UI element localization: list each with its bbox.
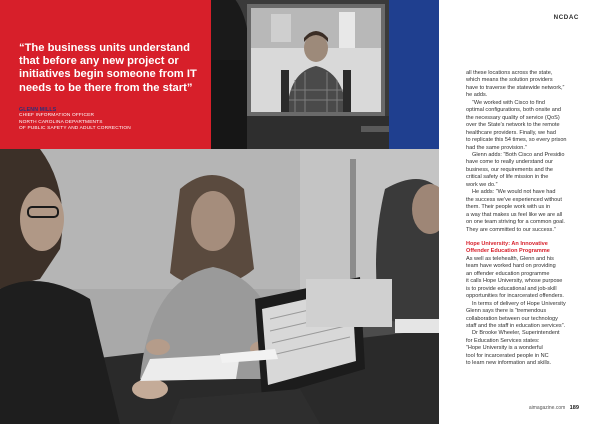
body-line: critical safety of life mission in the — [466, 174, 549, 181]
body-line: a way that makes us feel like we are all — [466, 211, 563, 218]
video-call-photo — [211, 0, 389, 149]
body-line: work we do.” — [466, 181, 498, 188]
quote-attribution — [19, 107, 203, 132]
video-call-illustration — [211, 0, 389, 149]
body-line: have come to really understand our — [466, 159, 553, 166]
pull-quote-panel — [0, 0, 211, 149]
attribution-title-line: NORTH CAROLINA DEPARTMENTS — [19, 119, 103, 125]
body-line: Glenn says there is “tremendous — [466, 308, 547, 315]
body-line: business, our requirements and the — [466, 166, 553, 173]
meeting-illustration — [0, 149, 439, 424]
attribution-name: GLENN MILLS — [19, 106, 57, 113]
body-line: team have worked hard on providing — [466, 263, 556, 270]
body-line: As well as telehealth, Glenn and his — [466, 255, 554, 262]
meeting-photo — [0, 149, 439, 424]
body-line: he adds. — [466, 92, 488, 99]
body-line: them. Their people work with us in — [466, 204, 551, 211]
attribution-title-line: OF PUBLIC SAFETY AND ADULT CORRECTION — [19, 125, 131, 131]
body-line: have to traverse the statewide network,” — [466, 84, 565, 91]
body-line: In terms of delivery of Hope University — [472, 300, 566, 307]
body-line: all these locations across the state, — [466, 70, 553, 76]
body-line: tool for incarcerated people in NC — [466, 352, 549, 359]
body-line: which means the solution providers — [466, 77, 553, 84]
section-subheading: Hope University: An Innovative — [466, 240, 548, 247]
body-line: over the State’s network to the remote — [466, 122, 560, 129]
body-line: collaboration between our technology — [466, 315, 558, 322]
body-line: healthcare providers. Finally, we had — [466, 129, 556, 136]
body-line: for Education Services states: — [466, 337, 540, 344]
body-line: to replicate this 54 times, so every prison — [466, 137, 567, 144]
site-url[interactable]: aimagazine.com — [528, 405, 566, 411]
page-footer — [529, 405, 579, 411]
section-subheading: Offender Education Programme — [466, 248, 550, 255]
body-line: had the same provision.” — [466, 144, 527, 151]
body-line: opportunities for incarcerated offenders. — [466, 293, 564, 300]
body-line: optimal configurations, both onsite and — [466, 107, 561, 114]
article-body — [466, 70, 584, 368]
attribution-title-line: CHIEF INFORMATION OFFICER — [19, 113, 95, 119]
body-line: Dr Brooke Wheeler, Superintendent — [472, 330, 560, 337]
page-number: 189 — [569, 405, 579, 411]
body-line: is to provide educational and job-skill — [466, 285, 557, 292]
body-line: an offender education programme — [466, 270, 550, 277]
body-line: “Hope University is a wonderful — [466, 345, 543, 352]
body-line: Glenn adds: “Both Cisco and Presidio — [472, 151, 565, 158]
body-line: They are committed to our success.” — [466, 226, 556, 233]
pull-quote-text: “The business units understand that before any new project or initiatives begin someone from IT needs to be there from the start” — [19, 42, 197, 94]
section-label: NCDAC — [553, 14, 579, 21]
body-line: the success we’ve experienced without — [466, 196, 562, 203]
body-line: on one team striving for a common goal. — [466, 219, 565, 226]
body-line: the necessary quality of service (QoS) — [466, 114, 560, 121]
body-line: staff and the staff in education services”. — [466, 322, 566, 329]
body-line: “We worked with Cisco to find — [472, 99, 545, 106]
blue-accent-bar — [389, 0, 439, 157]
body-line: to learn new information and skills. — [466, 360, 552, 367]
body-line: it calls Hope University, whose purpose — [466, 278, 563, 285]
body-line: He adds: “We would not have had — [472, 189, 556, 196]
